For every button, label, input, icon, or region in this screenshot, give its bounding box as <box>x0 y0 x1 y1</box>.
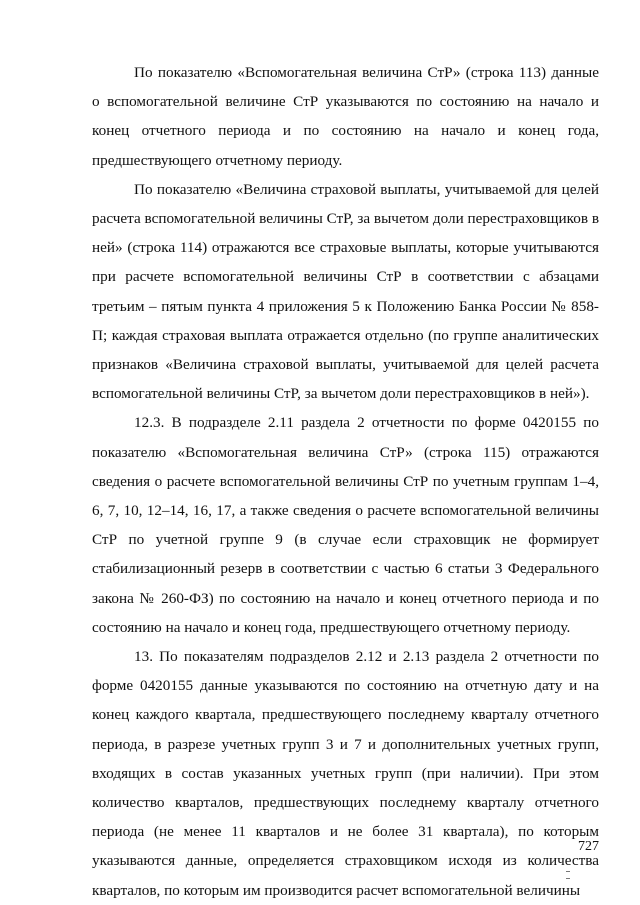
scan-mark-bottom <box>566 878 570 879</box>
document-body <box>92 58 599 905</box>
scan-mark-top <box>566 871 570 872</box>
paragraph-4: 13. По показателям подразделов 2.12 и 2.13 раздела 2 отчетности по форме 0420155 данные указываются по состоянию на отчетную дату и на конец каждого квартала, предшествующего последнему кварталу отчетного периода, в разрезе учетных групп 3 и 7 и дополнительных учетных групп, входящих в состав указанных учетных групп (при наличии). При этом количество кварталов, предшествующих последнему кварталу отчетного периода (не менее 11 кварталов и не более 31 квартала), по которым указываются данные, определяется страховщиком исходя из количества кварталов, по которым им производится расчет вспомогательной величины <box>92 648 599 899</box>
paragraph-1: По показателю «Вспомогательная величина СтР» (строка 113) данные о вспомогательной величине СтР указываются по состоянию на начало и конец отчетного периода и по состоянию на начало и конец года, предшествующего отчетному периоду. <box>92 64 599 169</box>
paragraph-3: 12.3. В подразделе 2.11 раздела 2 отчетности по форме 0420155 по показателю «Вспомогательная величина СтР» (строка 115) отражаются сведения о расчете вспомогательной величины СтР по учетным группам 1–4, 6, 7, 10, 12–14, 16, 17, а также сведения о расчете вспомогательной величины СтР по учетной группе 9 (в случае если страховщик не формирует стабилизационный резерв в соответствии с частью 6 статьи 3 Федерального закона № 260-ФЗ) по состоянию на начало и конец отчетного периода и по состоянию на начало и конец года, предшествующего отчетному периоду. <box>92 414 599 636</box>
paragraph-2: По показателю «Величина страховой выплаты, учитываемой для целей расчета вспомогательной величины СтР, за вычетом доли перестраховщиков в ней» (строка 114) отражаются все страховые выплаты, которые учитываются при расчете вспомогательной величины СтР в соответствии с абзацами третьим – пятым пункта 4 приложения 5 к Положению Банка России № 858-П; каждая страховая выплата отражается отдельно (по группе аналитических признаков «Величина страховой выплаты, учитываемой для целей расчета вспомогательной величины СтР, за вычетом доли перестраховщиков в ней»). <box>92 180 599 403</box>
page-number: 727 <box>578 839 599 854</box>
